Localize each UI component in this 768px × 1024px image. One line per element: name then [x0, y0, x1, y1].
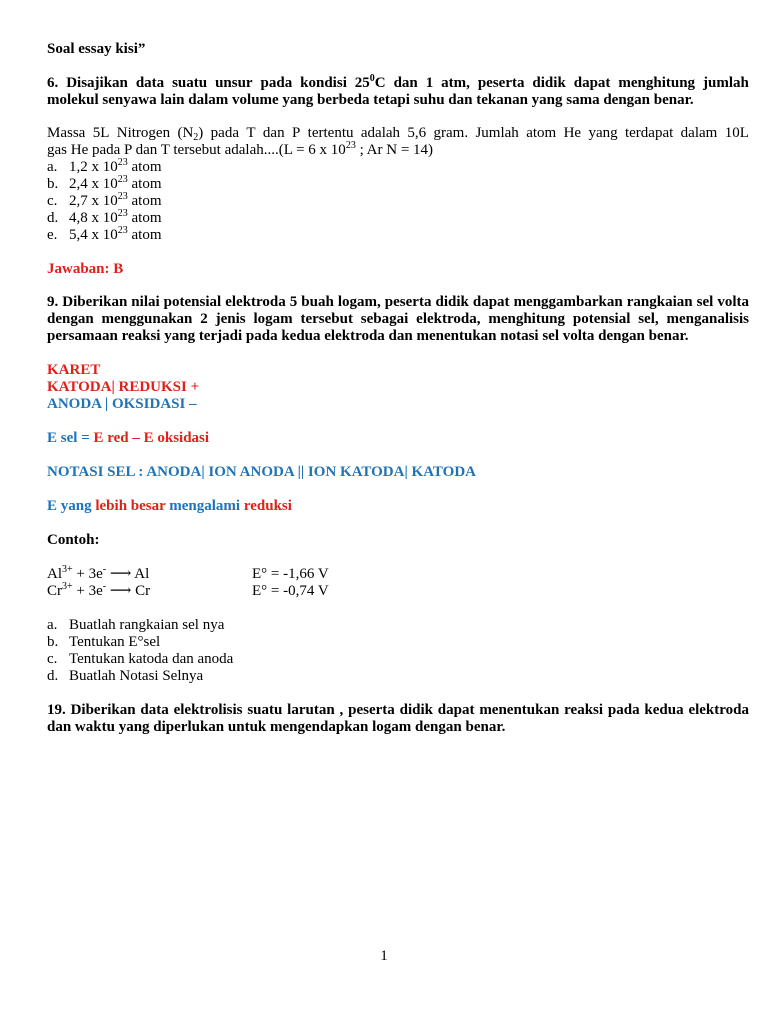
reaction-potential: E° = -1,66 V [252, 566, 329, 582]
q9-indicator: 9. Diberikan nilai potensial elektroda 5 buah logam, peserta didik dapat menggambarkan rangkaian sel volta dengan menggunakan 2 jenis logam tersebut sebagai elektroda, menghitung potensial sel, menganalisis persamaan reaksi yang terjadi pada kedua elektroda dan menentukan notasi sel volta dengan benar. [47, 294, 749, 344]
option-d: d. 4,8 x $10^{23}$ atom [47, 208, 162, 226]
contoh-label: Contoh: [47, 532, 100, 548]
task-item: c. Tentukan katoda dan anoda [47, 651, 234, 667]
reaction-row [47, 583, 749, 600]
task-list [47, 617, 749, 685]
reaction-list [47, 566, 749, 600]
anoda-oksidasi: ANODA | OKSIDASI – [47, 396, 197, 412]
document-title: Soal essay kisi” [47, 41, 146, 57]
reaction-potential: E° = -0,74 V [252, 583, 329, 599]
katoda-reduksi: KATODA| REDUKSI + [47, 379, 200, 395]
task-item: a. Buatlah rangkaian sel nya [47, 617, 225, 633]
option-e: e. 5,4 x $10^{23}$ atom [47, 225, 162, 243]
notasi-sel: NOTASI SEL : ANODA| ION ANODA || ION KATODA| KATODA [47, 464, 476, 480]
reaction-equation: $Cr^{3+} + 3e^-$ ⟶ Cr [47, 581, 151, 599]
q6-answer: Jawaban: B [47, 261, 124, 277]
option-a: a. 1,2 x $10^{23}$ atom [47, 157, 162, 175]
document-content [47, 41, 749, 736]
task-item: d. Buatlah Notasi Selnya [47, 668, 204, 684]
reduction-rule: E yang lebih besar mengalami reduksi [47, 498, 292, 514]
reaction-row [47, 566, 749, 583]
reaction-equation: $Al^{3+} + 3e^-$ ⟶ Al [47, 564, 150, 582]
esel-formula: E sel = E red – E oksidasi [47, 430, 210, 446]
q6-options [47, 159, 749, 244]
karet-heading: KARET [47, 362, 101, 378]
option-c: c. 2,7 x $10^{23}$ atom [47, 191, 162, 209]
task-item: b. Tentukan E°sel [47, 634, 161, 650]
q6-indicator: 6. Disajikan data suatu unsur pada kondisi $25^0C$ dan 1 atm, peserta didik dapat menghitung jumlah molekul senyawa lain dalam volume yang berbeda tetapi suhu dan tekanan yang sama dengan benar. [47, 73, 749, 108]
page-number: 1 [380, 948, 388, 964]
q6-question: Massa 5L Nitrogen $(N_2)$ pada T dan P tertentu adalah 5,6 gram. Jumlah atom He yang terdapat dalam 10L gas He pada P dan T tersebut adalah....(L = 6 x $10^{23}$ ; Ar N = 14) [47, 125, 749, 158]
q19-indicator: 19. Diberikan data elektrolisis suatu larutan , peserta didik dapat menentukan reaksi pada kedua elektroda dan waktu yang diperlukan untuk mengendapkan logam dengan benar. [47, 702, 749, 735]
option-b: b. 2,4 x $10^{23}$ atom [47, 174, 162, 192]
